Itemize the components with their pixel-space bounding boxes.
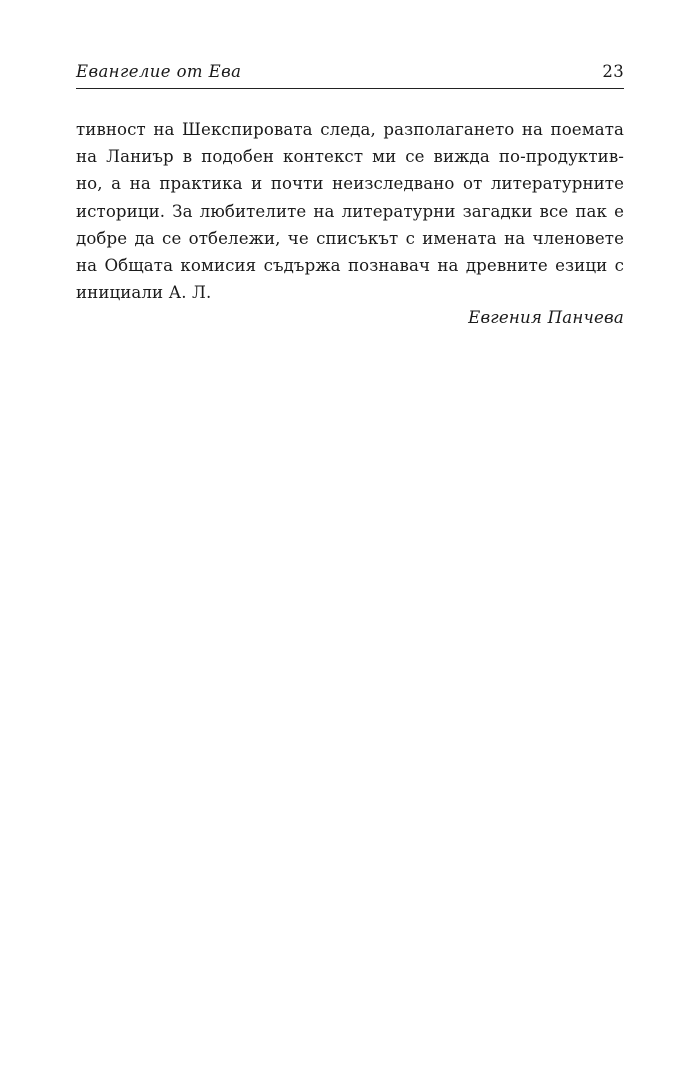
author-signature: Евгения Панчева [468,308,624,327]
text-line: добре да се отбележи, че списъкът с имената на членовете [76,228,624,248]
page-number: 23 [602,62,624,81]
text-line: историци. За любителите на литературни загадки все пак е [76,201,624,221]
text-line: на Ланиър в подобен контекст ми се вижда по-продуктив- [76,147,624,167]
body-paragraph [76,116,624,306]
text-line: но, а на практика и почти неизследвано от литературните [76,174,624,194]
text-line: инициали А. Л. [76,283,212,303]
text-line: на Общата комисия съдържа познавач на древните езици с [76,255,624,275]
text-line: тивност на Шекспировата следа, разполагането на поемата [76,120,624,139]
running-header [76,62,624,89]
running-title: Евангелие от Ева [76,62,242,81]
